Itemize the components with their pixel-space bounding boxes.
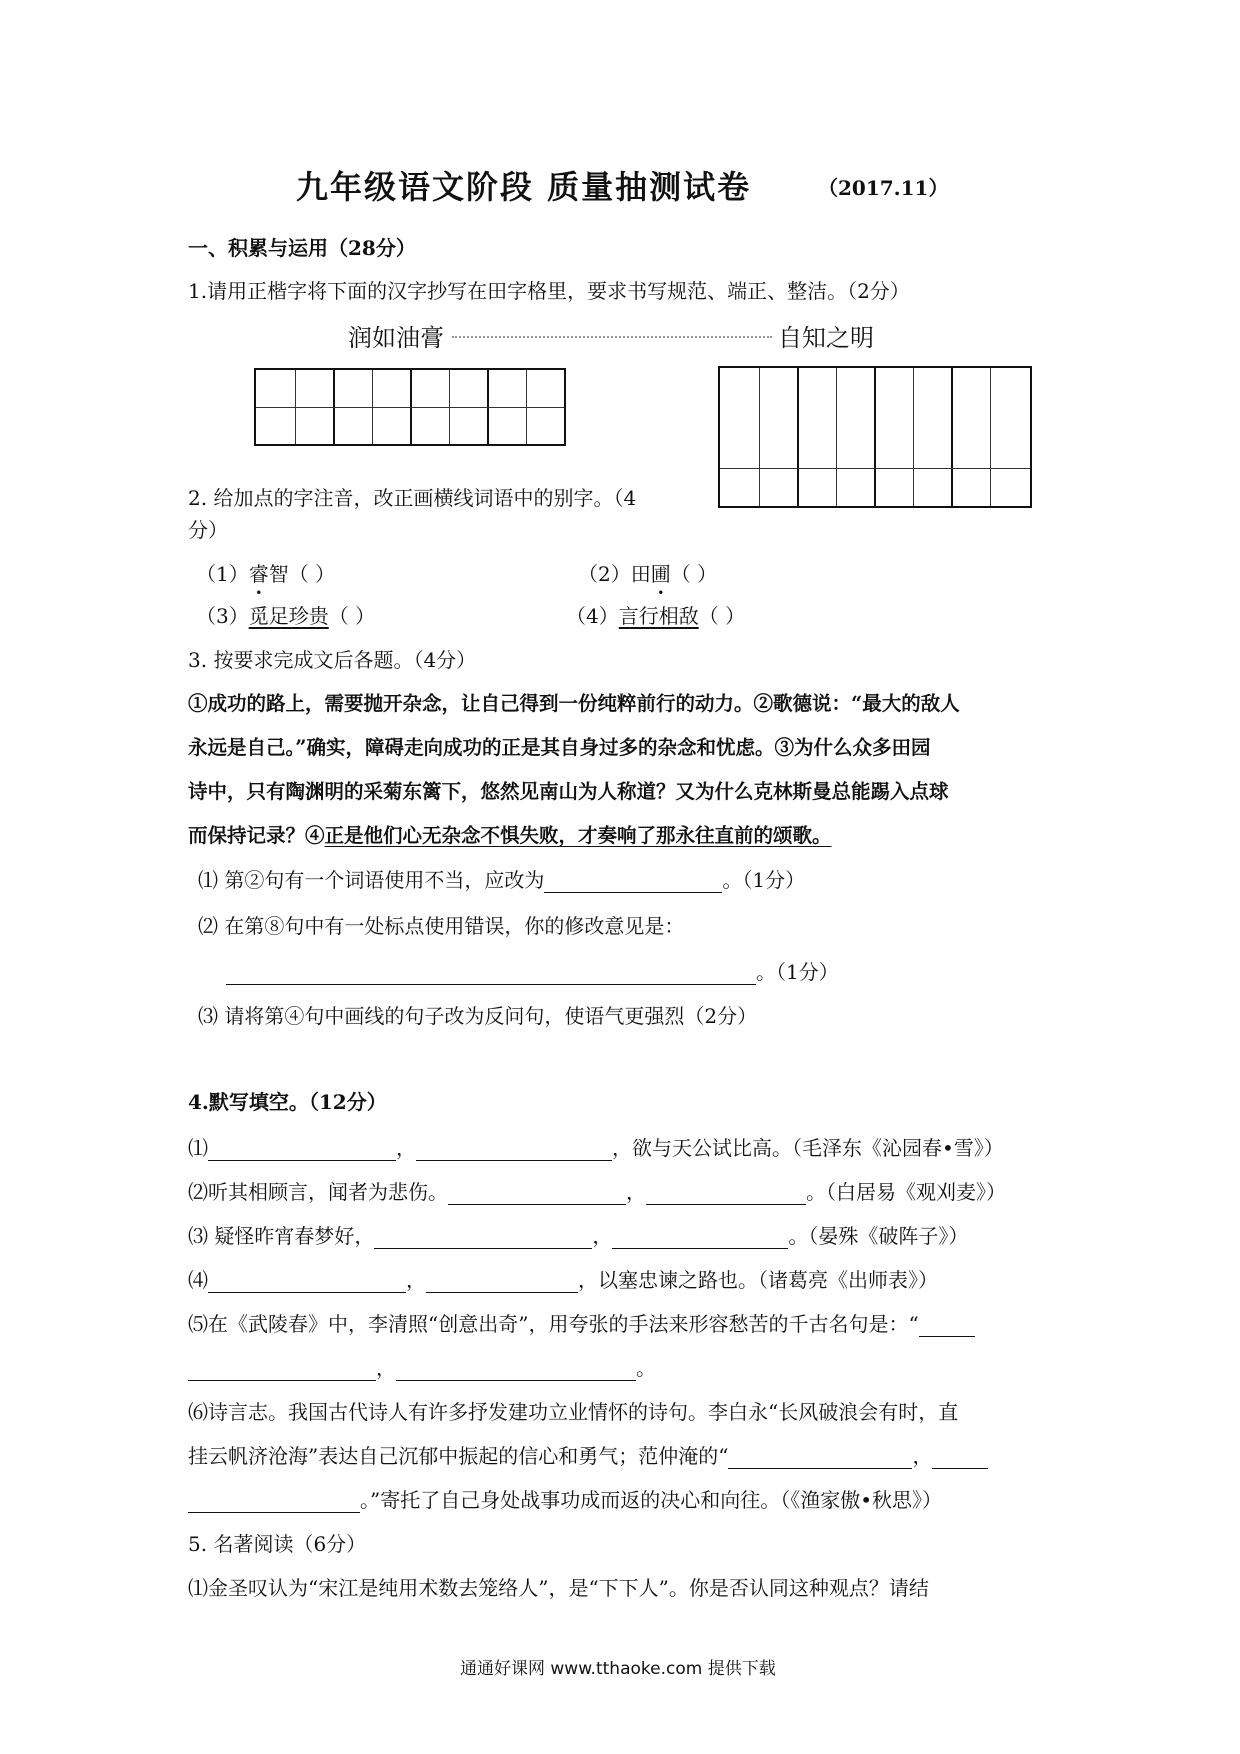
q4-line-5 xyxy=(188,1308,975,1337)
q4-line-6-rest: 。”寄托了自己身处战事功成而返的决心和向往。（《渔家傲•秋思》） xyxy=(360,1488,943,1512)
q3-sub-2-answer-line[interactable] xyxy=(226,964,756,985)
q3-passage-line-2: 永远是自己。”确实，障碍走向成功的正是其自身过多的杂念和忧虑。③为什么众多田园 xyxy=(188,736,931,759)
q4-line-4-num: ⑷ xyxy=(188,1268,208,1292)
dotted-leader xyxy=(452,336,772,338)
q4-line-5-blank-b[interactable] xyxy=(188,1360,376,1381)
q4-line-2-text: ⑵听其相顾言，闻者为悲伤。 xyxy=(188,1180,448,1204)
q4-line-3 xyxy=(188,1220,968,1249)
q4-line-2-blank-a[interactable] xyxy=(448,1184,626,1205)
q2-item-4 xyxy=(566,600,745,629)
q4-line-3-rest: 。（晏殊《破阵子》） xyxy=(788,1224,969,1248)
q3-passage-line-1: ①成功的路上，需要抛开杂念，让自己得到一份纯粹前行的动力。②歌德说：“最大的敌人 xyxy=(188,692,960,715)
q2-item-3-word: 觅足珍贵 xyxy=(248,604,329,628)
q2-item-2-answer[interactable]: （ ） xyxy=(670,562,718,586)
footer-text: 通通好课网 www.tthaoke.com 提供下载 xyxy=(460,1659,776,1679)
q1-word-1: 润如油膏 xyxy=(348,324,444,352)
q4-line-2-comma: ， xyxy=(626,1180,646,1204)
q2-item-4-num: （4） xyxy=(566,604,619,628)
question-2-text-cont: 分） xyxy=(188,518,228,542)
q4-line-1-num: ⑴ xyxy=(188,1136,208,1160)
q4-line-2-rest: 。（白居易《观刈麦》） xyxy=(806,1180,1006,1204)
q4-line-2-blank-b[interactable] xyxy=(646,1184,806,1205)
q4-line-6-cont xyxy=(188,1440,988,1469)
tianzige-grid-2[interactable] xyxy=(718,366,1032,508)
q4-line-3-comma: ， xyxy=(592,1224,613,1248)
q4-line-5-blank-a[interactable] xyxy=(919,1316,975,1337)
q3-sub-2-points: 。（1分） xyxy=(756,960,839,984)
q4-line-1-blank-a[interactable] xyxy=(208,1140,396,1161)
q4-line-4-comma: ， xyxy=(406,1268,426,1292)
q2-item-4-answer[interactable]: （ ） xyxy=(698,604,746,628)
q3-underlined-sentence: 正是他们心无杂念不惧失败，才奏响了那永往直前的颂歌。 xyxy=(324,824,832,847)
q2-item-3 xyxy=(196,600,375,629)
q4-line-6: ⑹诗言志。我国古代诗人有许多抒发建功立业情怀的诗句。李白永“长风破浪会有时，直 xyxy=(188,1400,959,1424)
q3-sub-1-answer-line[interactable] xyxy=(544,872,722,893)
q2-item-2-char: 田 xyxy=(630,562,651,586)
q3-passage-line-4-a: 而保持记录？④ xyxy=(188,824,325,847)
q4-line-1-rest: ，欲与天公试比高。（毛泽东《沁园春•雪》） xyxy=(612,1136,1004,1160)
q4-line-6-blank-a[interactable] xyxy=(728,1448,912,1469)
q4-line-2 xyxy=(188,1176,1006,1205)
q4-line-4 xyxy=(188,1264,938,1293)
tianzige-grid-1[interactable] xyxy=(254,368,566,446)
q4-line-1-blank-b[interactable] xyxy=(416,1140,612,1161)
q3-sub-2-answer xyxy=(226,956,839,985)
q4-line-4-rest: ，以塞忠谏之路也。（诸葛亮《出师表》） xyxy=(578,1268,938,1292)
q4-line-3-blank-a[interactable] xyxy=(374,1228,592,1249)
question-5-text: 5. 名著阅读（6分） xyxy=(188,1532,367,1556)
q2-item-2-dotted-char: 圃 xyxy=(650,562,671,586)
q3-passage-line-4 xyxy=(188,820,832,848)
q4-line-4-blank-b[interactable] xyxy=(426,1272,578,1293)
question-1-text: 1.请用正楷字将下面的汉字抄写在田字格里，要求书写规范、端正、整洁。（2分） xyxy=(188,279,910,303)
q4-line-5-end: 。 xyxy=(636,1356,656,1380)
q3-sub-1-text: ⑴ 第②句有一个词语使用不当，应改为 xyxy=(198,868,545,892)
q4-line-6-blank-b[interactable] xyxy=(932,1448,988,1469)
q2-item-2 xyxy=(578,558,717,587)
question-2-text: 2. 给加点的字注音，改正画横线词语中的别字。（4 xyxy=(188,486,637,510)
q3-passage-line-3: 诗中，只有陶渊明的采菊东篱下，悠然见南山为人称道？又为什么克林斯曼总能踢入点球 xyxy=(188,780,949,803)
q2-item-1-char: 智 xyxy=(268,562,289,586)
q4-line-6-blank-c[interactable] xyxy=(188,1492,360,1513)
q4-line-5-cont xyxy=(188,1352,656,1381)
q4-line-5-blank-c[interactable] xyxy=(396,1360,636,1381)
q4-line-1-comma: ， xyxy=(396,1136,416,1160)
q2-item-1-answer[interactable]: （ ） xyxy=(288,562,336,586)
q1-word-2: 自知之明 xyxy=(778,324,874,352)
q3-sub-2-text: ⑵ 在第⑧句中有一处标点使用错误，你的修改意见是： xyxy=(198,914,685,938)
question-3-text: 3. 按要求完成文后各题。（4分） xyxy=(188,648,477,672)
q4-line-6-end xyxy=(188,1484,942,1513)
question-4-text: 4.默写填空。（12分） xyxy=(188,1090,387,1114)
q4-line-5-text: ⑸在《武陵春》中，李清照“创意出奇”，用夸张的手法来形容愁苦的千古名句是：“ xyxy=(188,1312,919,1336)
q2-item-3-num: （3） xyxy=(196,604,249,628)
q4-line-3-text: ⑶ 疑怪昨宵春梦好， xyxy=(188,1224,375,1248)
q3-sub-1-points: 。（1分） xyxy=(722,868,806,892)
section-heading: 一、积累与运用（28分） xyxy=(188,236,416,260)
q3-sub-3-text: ⑶ 请将第④句中画线的句子改为反问句，使语气更强烈（2分） xyxy=(198,1004,758,1028)
q4-line-4-blank-a[interactable] xyxy=(208,1272,406,1293)
q5-sub-1-text: ⑴金圣叹认为“宋江是纯用术数去笼络人”，是“下下人”。你是否认同这种观点？请结 xyxy=(188,1576,929,1600)
q3-sub-1 xyxy=(198,864,805,893)
q2-item-3-answer[interactable]: （ ） xyxy=(328,604,376,628)
q4-line-1 xyxy=(188,1132,1004,1161)
exam-date: （2017.11） xyxy=(818,176,949,200)
q2-item-4-word: 言行相敌 xyxy=(618,604,699,628)
q2-item-2-num: （2） xyxy=(578,562,631,586)
q2-item-1-dotted-char: 睿 xyxy=(248,562,269,586)
q4-line-6-comma: ， xyxy=(912,1444,933,1468)
q2-item-1-num: （1） xyxy=(196,562,249,586)
q4-line-5-comma: ， xyxy=(376,1356,396,1380)
page-title: 九年级语文阶段 质量抽测试卷 xyxy=(296,168,752,206)
q2-item-1 xyxy=(196,558,335,587)
q4-line-6-text: 挂云帆济沧海”表达自己沉郁中振起的信心和勇气；范仲淹的“ xyxy=(188,1444,729,1468)
q4-line-3-blank-b[interactable] xyxy=(612,1228,788,1249)
